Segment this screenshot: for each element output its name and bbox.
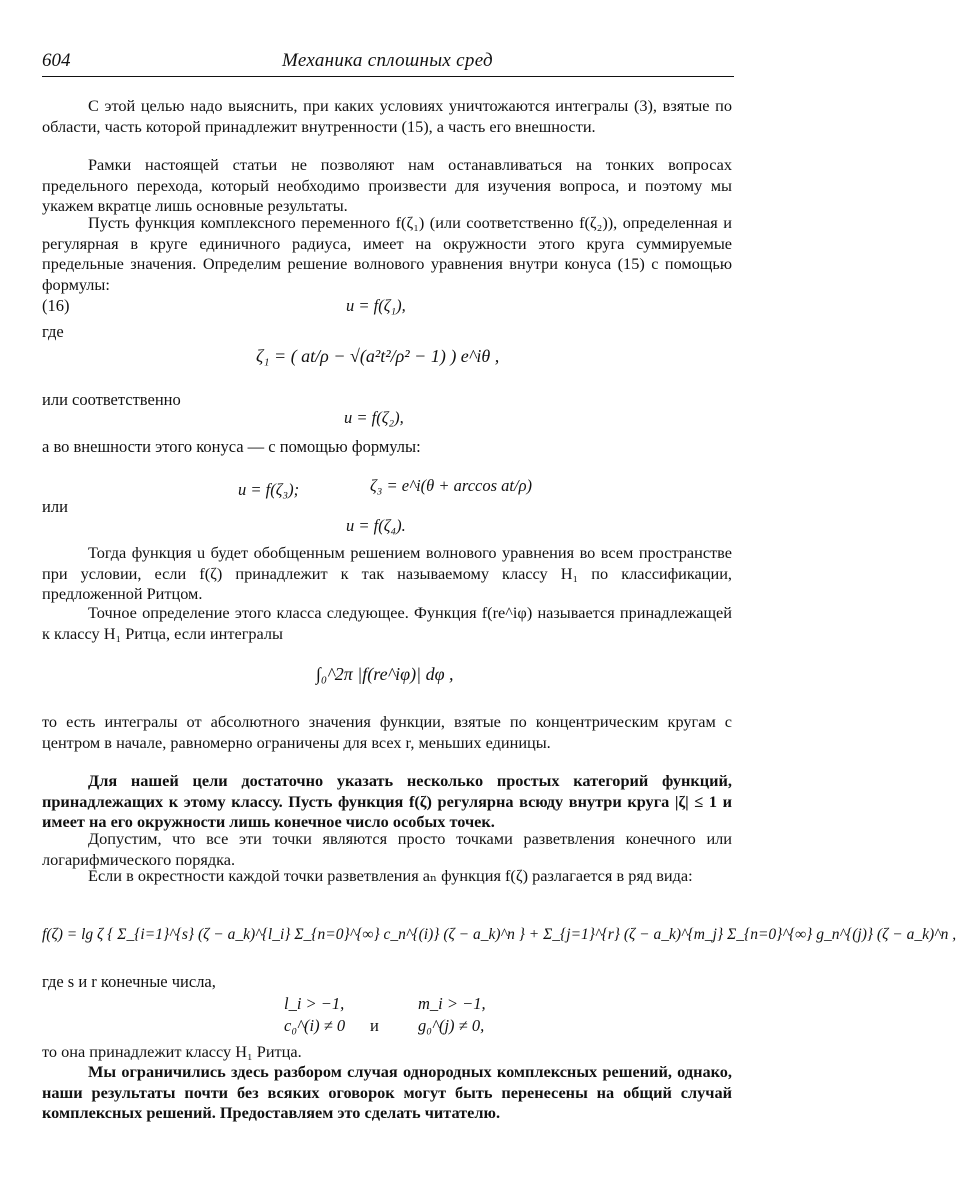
header-rule <box>42 76 734 77</box>
condition-l: l_i > −1, <box>284 994 345 1013</box>
word-gde-1: где <box>42 322 64 341</box>
equation-u-zeta4: u = f(ζ₄). <box>346 516 406 535</box>
word-ili-sootv: или соответственно <box>42 390 181 409</box>
text-vo-vneshnosti: а во внешности этого конуса — с помощью формулы: <box>42 437 421 456</box>
paragraph-5: Точное определение этого класса следующее. Функция f(re^iφ) называется принадлежащей к классу H₁ Ритца, если интегралы <box>42 603 732 643</box>
paragraph-8: Допустим, что все эти точки являются просто точками разветвления конечного или логарифмического порядка. <box>42 829 732 869</box>
paragraph-9: Если в окрестности каждой точки разветвления aₙ функция f(ζ) разлагается в ряд вида: <box>88 866 693 885</box>
condition-c0: c₀^(i) ≠ 0 <box>284 1016 346 1035</box>
equation-label-16: (16) <box>42 296 70 315</box>
paragraph-7: Для нашей цели достаточно указать несколько простых категорий функций, принадлежащих к этому классу. Пусть функция f(ζ) регулярна всюду внутри круга |ζ| ≤ 1 и имеет на его окружности лишь конечное число особых точек. <box>42 771 732 832</box>
equation-series: f(ζ) = lg ζ { Σ_{i=1}^{s} (ζ − a_k)^{l_i} Σ_{n=0}^{∞} c_n^{(i)} (ζ − a_k)^n } + Σ_{j=1}^{r} (ζ − a_k)^{m_j} Σ_{n=0}^{∞} g_n^{(j)} (ζ − a_k)^n , <box>42 926 956 943</box>
page-number: 604 <box>42 50 71 71</box>
condition-g0: g₀^(j) ≠ 0, <box>418 1016 485 1035</box>
equation-zeta3: ζ₃ = e^i(θ + arccos at/ρ) <box>370 476 532 495</box>
paragraph-4: Тогда функция u будет обобщенным решением волнового уравнения во всем пространстве при условии, если f(ζ) принадлежит к так называемому классу H₁ по классификации, предложенной Ритцом. <box>42 543 732 604</box>
paragraph-2: Рамки настоящей статьи не позволяют нам останавливаться на тонких вопросах предельного перехода, который необходимо произвести для изучения вопроса, и поэтому мы укажем вкратце лишь основные результаты. <box>42 155 732 216</box>
paragraph-10: то она принадлежит классу H₁ Ритца. <box>42 1042 302 1061</box>
word-ili: или <box>42 497 68 516</box>
word-i: и <box>370 1016 379 1035</box>
paragraph-11: Мы ограничились здесь разбором случая однородных комплексных решений, однако, наши результаты почти без всяких оговорок могут быть перенесены на общий случай комплексных решений. Предоставляем это сделать читателю. <box>42 1062 732 1123</box>
equation-u-zeta2: u = f(ζ₂), <box>344 408 404 427</box>
equation-16: u = f(ζ₁), <box>346 296 406 315</box>
paragraph-6: то есть интегралы от абсолютного значения функции, взятые по концентрическим кругам с центром в начале, равномерно ограничены для всех r, меньших единицы. <box>42 712 732 752</box>
equation-u-zeta3: u = f(ζ₃); <box>238 480 300 499</box>
text-gde-s-r: где s и r конечные числа, <box>42 972 216 991</box>
paragraph-1: С этой целью надо выяснить, при каких условиях уничтожаются интегралы (3), взятые по области, часть которой принадлежит внутренности (15), а часть его внешности. <box>42 96 732 136</box>
running-title: Механика сплошных сред <box>282 50 493 71</box>
page-header <box>42 46 734 76</box>
equation-integral: ∫₀^2π |f(re^iφ)| dφ , <box>316 664 454 684</box>
equation-zeta1: ζ₁ = ( at/ρ − √(a²t²/ρ² − 1) ) e^iθ , <box>256 346 500 366</box>
paragraph-3: Пусть функция комплексного переменного f(ζ₁) (или соответственно f(ζ₂)), определенная и регулярная в круге единичного радиуса, имеет на окружности этого круга суммируемые предельные значения. Определим решение волнового уравнения внутри конуса (15) с помощью формулы: <box>42 213 732 294</box>
condition-m: m_i > −1, <box>418 994 486 1013</box>
